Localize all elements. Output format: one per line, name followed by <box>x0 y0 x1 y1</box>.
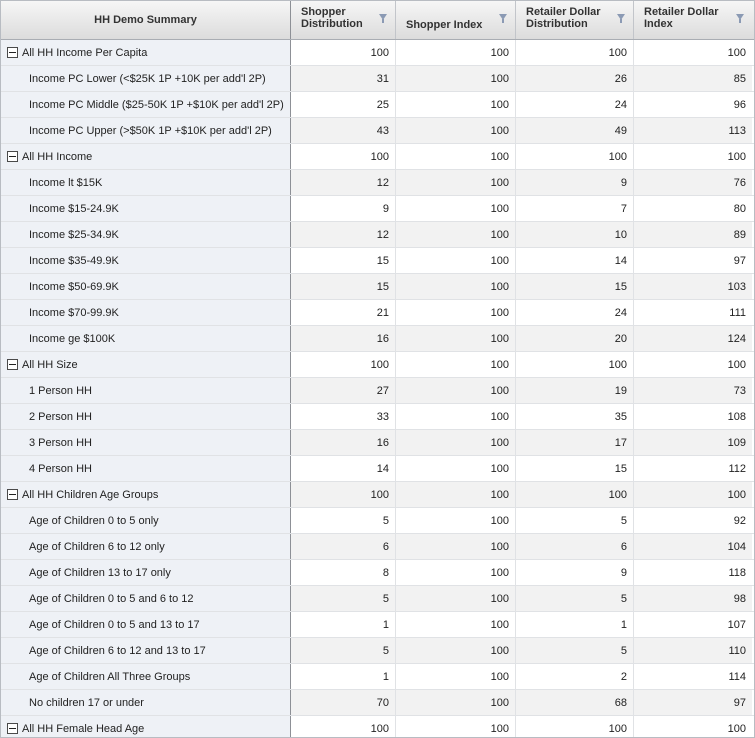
shopper-distribution-cell: 15 <box>291 274 396 299</box>
row-label-cell <box>1 170 291 195</box>
row-label: Income PC Lower (<$25K 1P +10K per add'l 2P) <box>29 72 266 85</box>
row-label-cell <box>1 690 291 715</box>
shopper-distribution-cell: 5 <box>291 638 396 663</box>
table-row[interactable] <box>1 638 754 664</box>
shopper-index-cell: 100 <box>396 638 516 663</box>
retailer-dollar-index-cell: 100 <box>727 722 746 735</box>
retailer-dollar-distribution-cell: 2 <box>516 664 634 689</box>
retailer-dollar-index-cell: 109 <box>634 430 752 455</box>
group-row[interactable] <box>1 482 754 508</box>
column-header-label: HH Demo Summary <box>94 14 197 26</box>
shopper-distribution-cell: 33 <box>291 404 396 429</box>
retailer-dollar-index-cell: 92 <box>733 514 746 527</box>
retailer-dollar-distribution-cell: 15 <box>516 274 634 299</box>
shopper-distribution-cell: 100 <box>291 716 396 738</box>
retailer-dollar-distribution-cell: 14 <box>516 248 634 273</box>
retailer-dollar-index-cell: 80 <box>733 202 746 215</box>
row-label: 3 Person HH <box>29 436 92 449</box>
row-label: Age of Children 6 to 12 only <box>29 540 165 553</box>
row-label: Income PC Middle ($25-50K 1P +$10K per add'l 2P) <box>29 98 284 111</box>
table-row[interactable] <box>1 690 754 716</box>
row-label-cell <box>1 560 291 585</box>
shopper-distribution-cell: 25 <box>291 92 396 117</box>
shopper-distribution-cell: 1 <box>291 664 396 689</box>
row-label-cell <box>1 274 291 299</box>
retailer-dollar-distribution-cell: 9 <box>516 560 634 585</box>
shopper-index-cell: 100 <box>396 118 516 143</box>
shopper-index-cell: 100 <box>396 248 516 273</box>
shopper-index-cell: 100 <box>396 404 516 429</box>
retailer-dollar-index-cell: 111 <box>729 306 746 319</box>
column-header-retailer-dollar-distribution[interactable] <box>516 1 634 39</box>
shopper-distribution-cell: 15 <box>291 248 396 273</box>
table-row[interactable] <box>1 404 754 430</box>
row-label-cell <box>1 716 291 738</box>
retailer-dollar-distribution-cell: 49 <box>516 118 634 143</box>
shopper-distribution-cell: 6 <box>291 534 396 559</box>
shopper-index-cell: 100 <box>396 92 516 117</box>
shopper-index-cell: 100 <box>396 300 516 325</box>
table-row[interactable] <box>1 612 754 638</box>
shopper-distribution-cell: 1 <box>291 612 396 637</box>
retailer-dollar-index-cell: 97 <box>733 254 746 267</box>
table-row[interactable] <box>1 534 754 560</box>
row-label-cell <box>1 612 291 637</box>
column-header-label: Shopper Distribution <box>301 6 363 30</box>
retailer-dollar-distribution-cell: 19 <box>516 378 634 403</box>
retailer-dollar-index-cell: 76 <box>634 170 752 195</box>
table-row[interactable] <box>1 508 754 534</box>
collapse-icon[interactable] <box>7 723 18 734</box>
retailer-dollar-distribution-cell: 5 <box>516 638 634 663</box>
collapse-icon[interactable] <box>7 47 18 58</box>
retailer-dollar-index-cell: 104 <box>634 534 752 559</box>
shopper-distribution-cell: 100 <box>291 40 396 65</box>
retailer-dollar-distribution-cell: 5 <box>516 586 634 611</box>
row-label: Income $35-49.9K <box>29 254 119 267</box>
retailer-dollar-distribution-cell: 24 <box>516 92 634 117</box>
table-row[interactable] <box>1 274 754 300</box>
retailer-dollar-index-cell: 100 <box>727 46 746 59</box>
row-label-cell <box>1 326 291 351</box>
group-row[interactable] <box>1 40 754 66</box>
table-row[interactable] <box>1 560 754 586</box>
shopper-distribution-cell: 16 <box>291 430 396 455</box>
row-label: 1 Person HH <box>29 384 92 397</box>
retailer-dollar-distribution-cell: 24 <box>516 300 634 325</box>
table-row[interactable] <box>1 222 754 248</box>
row-label: Age of Children 13 to 17 only <box>29 566 171 579</box>
grid-header <box>1 1 754 40</box>
row-label-cell <box>1 430 291 455</box>
shopper-distribution-cell: 27 <box>291 378 396 403</box>
group-row[interactable] <box>1 716 754 738</box>
table-row[interactable] <box>1 430 754 456</box>
row-label-cell <box>1 664 291 689</box>
row-label: 2 Person HH <box>29 410 92 423</box>
row-label: Age of Children 6 to 12 and 13 to 17 <box>29 644 206 657</box>
retailer-dollar-index-cell: 113 <box>634 118 752 143</box>
shopper-index-cell: 100 <box>396 560 516 585</box>
filter-icon[interactable] <box>499 14 507 20</box>
shopper-index-cell: 100 <box>396 222 516 247</box>
column-header-shopper-distribution[interactable] <box>291 1 396 39</box>
row-label-cell <box>1 638 291 663</box>
shopper-distribution-cell: 9 <box>291 196 396 221</box>
row-label-cell <box>1 144 291 169</box>
row-label: Income $50-69.9K <box>29 280 119 293</box>
retailer-dollar-distribution-cell: 17 <box>516 430 634 455</box>
table-row[interactable] <box>1 326 754 352</box>
shopper-index-cell: 100 <box>396 612 516 637</box>
shopper-index-cell: 100 <box>396 482 516 507</box>
row-label: Age of Children All Three Groups <box>29 670 191 683</box>
shopper-distribution-cell: 5 <box>291 586 396 611</box>
filter-icon[interactable] <box>736 14 744 20</box>
retailer-dollar-distribution-cell: 68 <box>516 690 634 715</box>
collapse-icon[interactable] <box>7 359 18 370</box>
filter-icon[interactable] <box>617 14 625 20</box>
row-label: Income $25-34.9K <box>29 228 119 241</box>
row-label: Age of Children 0 to 5 and 13 to 17 <box>29 618 200 631</box>
row-label: All HH Size <box>22 358 78 371</box>
row-label-cell <box>1 248 291 273</box>
retailer-dollar-index-cell: 114 <box>728 670 746 683</box>
table-row[interactable] <box>1 378 754 404</box>
collapse-icon[interactable] <box>7 151 18 162</box>
column-header-label: Shopper Index <box>406 19 483 31</box>
shopper-index-cell: 100 <box>396 144 516 169</box>
retailer-dollar-distribution-cell: 26 <box>516 66 634 91</box>
retailer-dollar-index-cell: 85 <box>634 66 752 91</box>
column-header-shopper-index[interactable] <box>396 1 516 39</box>
grid-body <box>1 40 754 738</box>
retailer-dollar-distribution-cell: 1 <box>516 612 634 637</box>
retailer-dollar-index-cell: 124 <box>634 326 752 351</box>
row-label-cell <box>1 92 291 117</box>
retailer-dollar-index-cell: 97 <box>634 690 752 715</box>
row-label: Income ge $100K <box>29 332 116 345</box>
row-label-cell <box>1 352 291 377</box>
row-label: All HH Female Head Age <box>22 722 145 735</box>
collapse-icon[interactable] <box>7 489 18 500</box>
retailer-dollar-distribution-cell: 20 <box>516 326 634 351</box>
row-label-cell <box>1 300 291 325</box>
retailer-dollar-distribution-cell: 7 <box>516 196 634 221</box>
row-label: Income $70-99.9K <box>29 306 119 319</box>
table-row[interactable] <box>1 300 754 326</box>
table-row[interactable] <box>1 92 754 118</box>
row-label: All HH Income <box>22 150 93 163</box>
shopper-index-cell: 100 <box>396 170 516 195</box>
retailer-dollar-distribution-cell: 10 <box>516 222 634 247</box>
shopper-index-cell: 100 <box>396 586 516 611</box>
group-row[interactable] <box>1 352 754 378</box>
retailer-dollar-index-cell: 112 <box>728 462 746 475</box>
table-row[interactable] <box>1 664 754 690</box>
row-label-cell <box>1 534 291 559</box>
row-label-cell <box>1 404 291 429</box>
row-label: Age of Children 0 to 5 and 6 to 12 <box>29 592 194 605</box>
shopper-index-cell: 100 <box>396 430 516 455</box>
row-label-cell <box>1 222 291 247</box>
row-label: 4 Person HH <box>29 462 92 475</box>
retailer-dollar-index-cell: 96 <box>733 98 746 111</box>
retailer-dollar-index-cell: 108 <box>727 410 746 423</box>
shopper-distribution-cell: 100 <box>291 144 396 169</box>
retailer-dollar-distribution-cell: 5 <box>516 508 634 533</box>
retailer-dollar-index-cell: 73 <box>634 378 752 403</box>
retailer-dollar-distribution-cell: 100 <box>516 716 634 738</box>
table-row[interactable] <box>1 118 754 144</box>
shopper-distribution-cell: 5 <box>291 508 396 533</box>
shopper-index-cell: 100 <box>396 534 516 559</box>
row-label-cell <box>1 586 291 611</box>
table-row[interactable] <box>1 456 754 482</box>
retailer-dollar-index-cell: 118 <box>728 566 746 579</box>
group-row[interactable] <box>1 144 754 170</box>
retailer-dollar-distribution-cell: 6 <box>516 534 634 559</box>
row-label-cell <box>1 196 291 221</box>
row-label-cell <box>1 118 291 143</box>
shopper-distribution-cell: 14 <box>291 456 396 481</box>
shopper-index-cell: 100 <box>396 274 516 299</box>
retailer-dollar-index-cell: 100 <box>727 150 746 163</box>
filter-icon[interactable] <box>379 14 387 20</box>
table-row[interactable] <box>1 586 754 612</box>
shopper-distribution-cell: 16 <box>291 326 396 351</box>
shopper-index-cell: 100 <box>396 352 516 377</box>
row-label-cell <box>1 66 291 91</box>
column-header-label: Retailer Dollar Distribution <box>526 6 601 30</box>
retailer-dollar-distribution-cell: 100 <box>516 482 634 507</box>
shopper-distribution-cell: 43 <box>291 118 396 143</box>
retailer-dollar-index-cell: 98 <box>634 586 752 611</box>
retailer-dollar-distribution-cell: 100 <box>516 144 634 169</box>
row-label-cell <box>1 482 291 507</box>
table-row[interactable] <box>1 66 754 92</box>
table-row[interactable] <box>1 170 754 196</box>
retailer-dollar-index-cell: 89 <box>634 222 752 247</box>
retailer-dollar-index-cell: 103 <box>634 274 752 299</box>
row-label-cell <box>1 40 291 65</box>
retailer-dollar-index-cell: 107 <box>727 618 746 631</box>
retailer-dollar-index-cell: 110 <box>634 638 752 663</box>
retailer-dollar-distribution-cell: 35 <box>516 404 634 429</box>
shopper-index-cell: 100 <box>396 690 516 715</box>
shopper-distribution-cell: 21 <box>291 300 396 325</box>
row-label: Income PC Upper (>$50K 1P +$10K per add'l 2P) <box>29 124 272 137</box>
retailer-dollar-index-cell: 100 <box>727 358 746 371</box>
table-row[interactable] <box>1 196 754 222</box>
shopper-distribution-cell: 100 <box>291 352 396 377</box>
retailer-dollar-distribution-cell: 15 <box>516 456 634 481</box>
shopper-distribution-cell: 12 <box>291 222 396 247</box>
row-label: Age of Children 0 to 5 only <box>29 514 159 527</box>
shopper-distribution-cell: 31 <box>291 66 396 91</box>
column-header-retailer-dollar-index[interactable] <box>634 1 752 39</box>
row-label-cell <box>1 456 291 481</box>
row-label: Income $15-24.9K <box>29 202 119 215</box>
shopper-index-cell: 100 <box>396 326 516 351</box>
shopper-distribution-cell: 70 <box>291 690 396 715</box>
retailer-dollar-distribution-cell: 9 <box>516 170 634 195</box>
row-label: All HH Children Age Groups <box>22 488 159 501</box>
row-label: No children 17 or under <box>29 696 144 709</box>
shopper-distribution-cell: 100 <box>291 482 396 507</box>
shopper-distribution-cell: 12 <box>291 170 396 195</box>
retailer-dollar-index-cell: 100 <box>634 482 752 507</box>
shopper-index-cell: 100 <box>396 508 516 533</box>
column-header-hh-demo-summary[interactable] <box>1 1 291 39</box>
column-header-label: Retailer Dollar Index <box>644 6 719 30</box>
row-label-cell <box>1 378 291 403</box>
row-label: Income lt $15K <box>29 176 103 189</box>
shopper-index-cell: 100 <box>396 456 516 481</box>
shopper-index-cell: 100 <box>396 196 516 221</box>
shopper-index-cell: 100 <box>396 40 516 65</box>
table-row[interactable] <box>1 248 754 274</box>
shopper-index-cell: 100 <box>396 378 516 403</box>
shopper-index-cell: 100 <box>396 716 516 738</box>
shopper-index-cell: 100 <box>396 664 516 689</box>
shopper-index-cell: 100 <box>396 66 516 91</box>
row-label: All HH Income Per Capita <box>22 46 148 59</box>
shopper-distribution-cell: 8 <box>291 560 396 585</box>
row-label-cell <box>1 508 291 533</box>
retailer-dollar-distribution-cell: 100 <box>516 352 634 377</box>
retailer-dollar-distribution-cell: 100 <box>516 40 634 65</box>
